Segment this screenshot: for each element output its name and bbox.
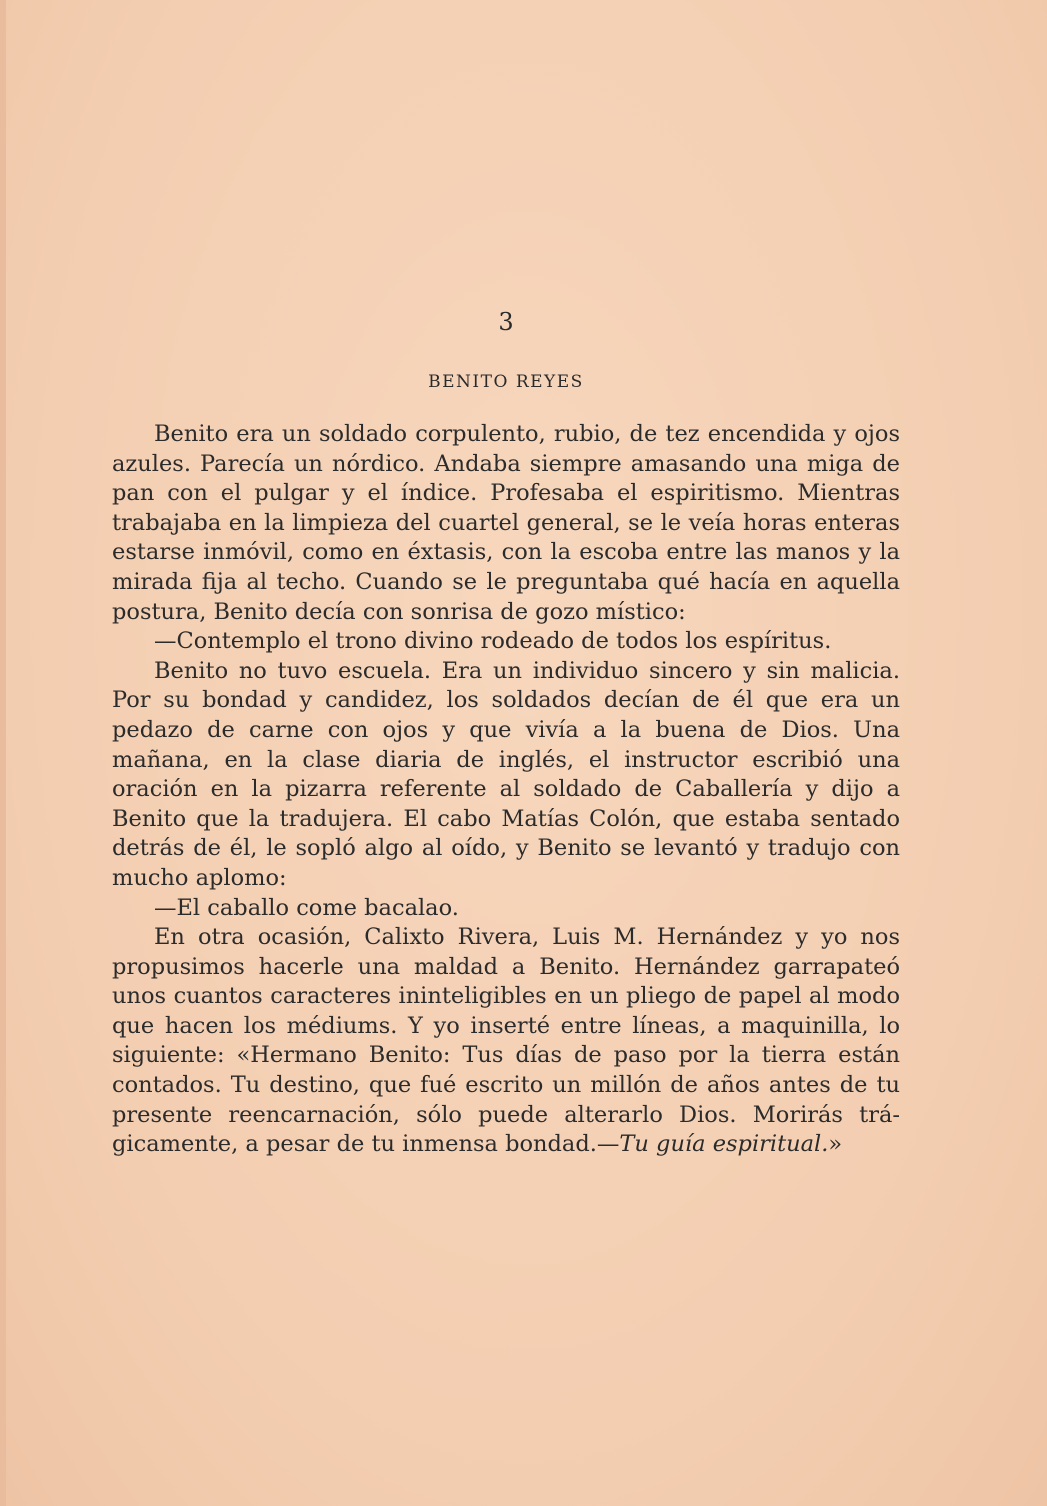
spirit-guide-signature: Tu guía espiritual.	[619, 1131, 829, 1158]
paragraph-2: —Contemplo el trono divino rodeado de todos los espíritus.	[154, 628, 832, 655]
chapter-number: 3	[498, 308, 514, 336]
paragraph-5-text: En otra ocasión, Calixto Rivera, Luis M. Hernández y yo nos propusimos hacerle una maldad a Benito. Hernández garrapateó unos cuantos caracteres ininteligibles en un pliego de papel al modo que hacen los médiums. Y yo inserté entre líneas, a maquinilla, lo siguiente: «Hermano Benito: Tus días de paso por la tierra están contados. Tu destino, que fué escrito un millón de años antes de tu presente reencarnación, sólo puede alterarlo Dios. Morirás trágicamente, a pesar de tu inmensa bondad.—	[112, 924, 900, 1158]
paragraph-5	[112, 923, 900, 1160]
chapter-title: BENITO REYES	[428, 372, 584, 392]
paragraph-4: —El caballo come bacalao.	[154, 894, 459, 921]
closing-quote: »	[828, 1131, 843, 1158]
paragraph-1: Benito era un soldado corpulento, rubio, de tez encendida y ojos azules. Parecía un nórdico. Andaba siempre amasando una miga de pan con el pulgar y el índice. Profesaba el espiritismo. Mientras trabajaba en la limpieza del cuartel general, se le veía horas enteras estarse inmóvil, como en éxtasis, con la escoba entre las manos y la mirada fija al techo. Cuando se le preguntaba qué hacía en aquella postura, Benito decía con sonrisa de gozo místico:	[112, 421, 900, 625]
chapter-body	[112, 420, 900, 1160]
paragraph-3: Benito no tuvo escuela. Era un individuo sincero y sin malicia. Por su bondad y candidez, los soldados decían de él que era un pedazo de carne con ojos y que vivía a la buena de Dios. Una mañana, en la clase diaria de inglés, el instructor escribió una oración en la pizarra referente al soldado de Caballería y dijo a Benito que la tradujera. El cabo Matías Colón, que estaba sentado detrás de él, le sopló algo al oído, y Benito se levantó y tradujo con mucho aplomo:	[112, 657, 900, 891]
